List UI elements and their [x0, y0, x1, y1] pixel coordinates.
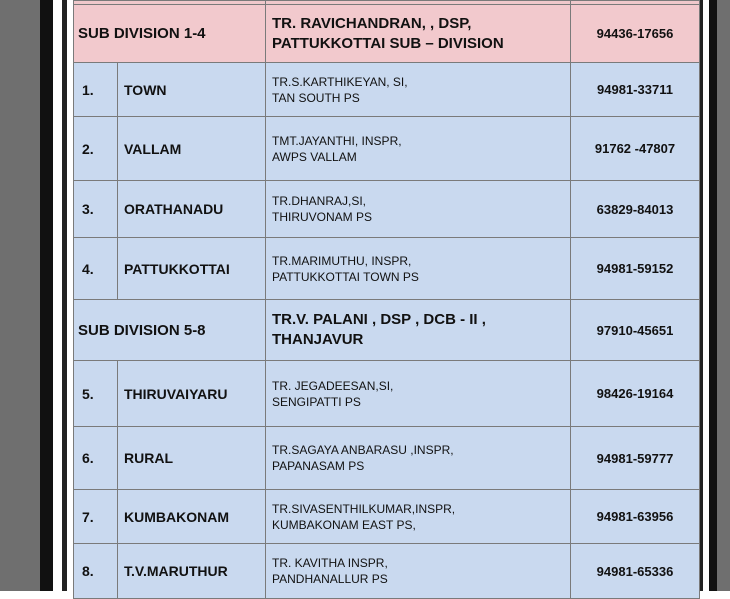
station-name: THIRUVAIYARU: [118, 361, 266, 427]
row-number: 5.: [74, 361, 118, 427]
subdivision-row: [74, 5, 700, 63]
officer-cell: [266, 490, 571, 544]
officer-cell: [266, 63, 571, 117]
row-number: 3.: [74, 181, 118, 238]
officer-station: TAN SOUTH PS: [272, 90, 360, 105]
phone-number: 94981-59152: [571, 238, 700, 300]
officer-name: TR.SIVASENTHILKUMAR,INSPR,: [272, 501, 456, 516]
phone-number: 98426-19164: [571, 361, 700, 427]
officer-name: TR.V. PALANI , DSP , DCB - II ,: [272, 311, 486, 328]
officer-cell: [266, 238, 571, 300]
officer-station: PANDHANALLUR PS: [272, 572, 388, 586]
table-row: [74, 361, 700, 427]
officer-cell: [266, 181, 571, 238]
station-name: T.V.MARUTHUR: [118, 544, 266, 599]
phone-number: 94981-33711: [571, 63, 700, 117]
subdivision-officer: [266, 300, 571, 361]
table-row: [74, 63, 700, 117]
phone-number: 94981-63956: [571, 490, 700, 544]
officer-post: THANJAVUR: [272, 331, 364, 348]
table-row: [74, 544, 700, 599]
station-name: VALLAM: [118, 117, 266, 181]
officer-contact-table: [73, 0, 700, 599]
subdivision-phone: 97910-45651: [571, 300, 700, 361]
officer-station: PAPANASAM PS: [272, 459, 365, 473]
officer-station: AWPS VALLAM: [272, 149, 357, 164]
phone-number: 94981-59777: [571, 427, 700, 490]
frame-left-border: [40, 0, 53, 591]
officer-name: TMT.JAYANTHI, INSPR,: [272, 133, 402, 148]
subdivision-officer: [266, 5, 571, 63]
officer-name: TR. JEGADEESAN,SI,: [272, 378, 394, 393]
frame-left-gray: [0, 0, 40, 591]
officer-cell: [266, 427, 571, 490]
officer-station: KUMBAKONAM EAST PS,: [272, 517, 416, 532]
station-name: TOWN: [118, 63, 266, 117]
officer-name: TR. KAVITHA INSPR,: [272, 556, 388, 570]
subdivision-row: [74, 300, 700, 361]
row-number: 2.: [74, 117, 118, 181]
phone-number: 94981-65336: [571, 544, 700, 599]
row-number: 7.: [74, 490, 118, 544]
frame-right-border: [709, 0, 717, 591]
row-number: 1.: [74, 63, 118, 117]
phone-number: 91762 -47807: [571, 117, 700, 181]
frame-left-line: [62, 0, 67, 591]
table-row: [74, 427, 700, 490]
officer-station: THIRUVONAM PS: [272, 210, 373, 224]
officer-name: TR.MARIMUTHU, INSPR,: [272, 253, 412, 268]
officer-name: TR.DHANRAJ,SI,: [272, 194, 367, 208]
officer-cell: [266, 117, 571, 181]
station-name: KUMBAKONAM: [118, 490, 266, 544]
row-number: 6.: [74, 427, 118, 490]
phone-number: 63829-84013: [571, 181, 700, 238]
frame-left-inner: [53, 0, 62, 591]
officer-name: TR.S.KARTHIKEYAN, SI,: [272, 74, 408, 89]
station-name: ORATHANADU: [118, 181, 266, 238]
subdivision-label: SUB DIVISION 5-8: [74, 300, 266, 361]
officer-cell: [266, 361, 571, 427]
frame-right-gray: [717, 0, 730, 591]
station-name: RURAL: [118, 427, 266, 490]
station-name: PATTUKKOTTAI: [118, 238, 266, 300]
officer-name: TR.SAGAYA ANBARASU ,INSPR,: [272, 443, 454, 457]
officer-name: TR. RAVICHANDRAN, , DSP,: [272, 14, 472, 32]
table-row: [74, 490, 700, 544]
table-row: [74, 181, 700, 238]
officer-cell: [266, 544, 571, 599]
officer-station: PATTUKKOTTAI TOWN PS: [272, 269, 419, 284]
officer-station: SENGIPATTI PS: [272, 394, 361, 409]
row-number: 4.: [74, 238, 118, 300]
officer-post: PATTUKKOTTAI SUB – DIVISION: [272, 34, 504, 52]
subdivision-phone: 94436-17656: [571, 5, 700, 63]
subdivision-label: SUB DIVISION 1-4: [74, 5, 266, 63]
table-row: [74, 117, 700, 181]
table-row: [74, 238, 700, 300]
row-number: 8.: [74, 544, 118, 599]
